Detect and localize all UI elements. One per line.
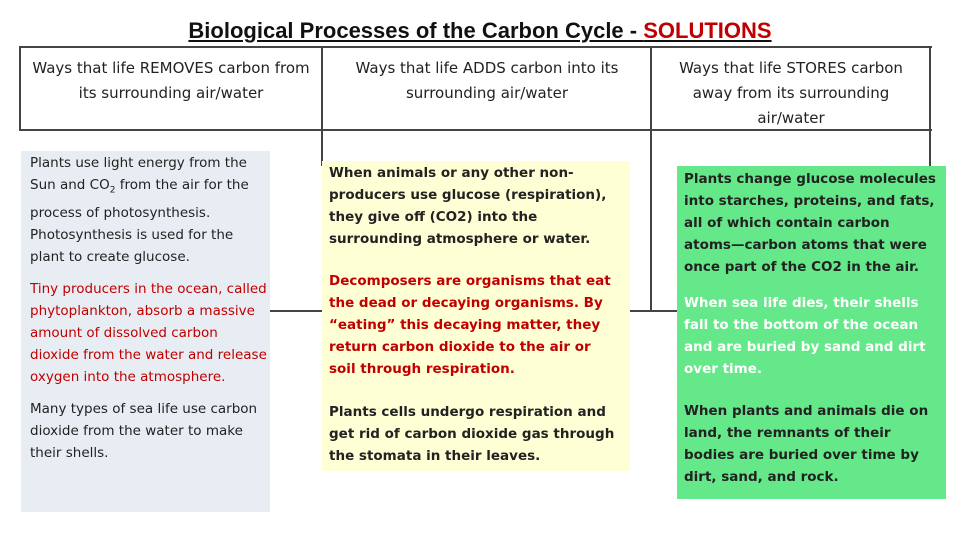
stores-item-sea-life: When sea life dies, their shells fall to the bottom of the ocean and are buried by sand and dirt over time. (684, 295, 926, 377)
stores-item-plants: Plants change glucose molecules into starches, proteins, and fats, all of which contain carbon atoms—carbon atoms that were once part of the CO2 in the air. (684, 171, 936, 275)
adds-item-decomposers: Decomposers are organisms that eat the dead or decaying organisms. By “eating” this decaying matter, they return carbon dioxide to the air or soil through respiration. (329, 273, 611, 377)
stores-box (677, 166, 946, 499)
column-header-removes: Ways that life REMOVES carbon from its surrounding air/water (32, 59, 310, 102)
column-divider-1 (321, 46, 323, 166)
row-divider-1 (270, 310, 322, 312)
removes-item-sea-life: Many types of sea life use carbon dioxide from the water to make their shells. (30, 400, 258, 461)
removes-item-phytoplankton: Tiny producers in the ocean, called phytoplankton, absorb a massive amount of dissolved carbon dioxide from the water and release oxygen into the atmosphere. (30, 280, 267, 385)
adds-item-plant-respiration: Plants cells undergo respiration and get rid of carbon dioxide gas through the stomata in their leaves. (329, 404, 615, 464)
stores-item-land-remnants: When plants and animals die on land, the remnants of their bodies are buried over time by dirt, sand, and rock. (684, 403, 929, 485)
row-divider-2 (629, 310, 679, 312)
table-right-border (929, 46, 931, 166)
table-left-border (19, 46, 21, 131)
adds-box (322, 161, 630, 471)
column-header-adds: Ways that life ADDS carbon into its surrounding air/water (355, 59, 619, 102)
page-title: Biological Processes of the Carbon Cycle - SOLUTIONS (188, 18, 772, 43)
removes-item-photosynthesis: Plants use light energy from the Sun and $CO_2$ from the air for the process of photosynthesis. Photosynthesis is used for the plant to create glucose. (30, 155, 249, 265)
removes-box (21, 151, 270, 512)
solutions-label: SOLUTIONS (643, 18, 772, 43)
column-divider-2 (650, 46, 652, 311)
column-header-stores: Ways that life STORES carbon away from its surrounding air/water (679, 59, 903, 127)
adds-item-respiration: When animals or any other non-producers use glucose (respiration), they give off (CO2) into the surrounding atmosphere or water. (329, 165, 607, 247)
table-top-border (19, 46, 932, 48)
